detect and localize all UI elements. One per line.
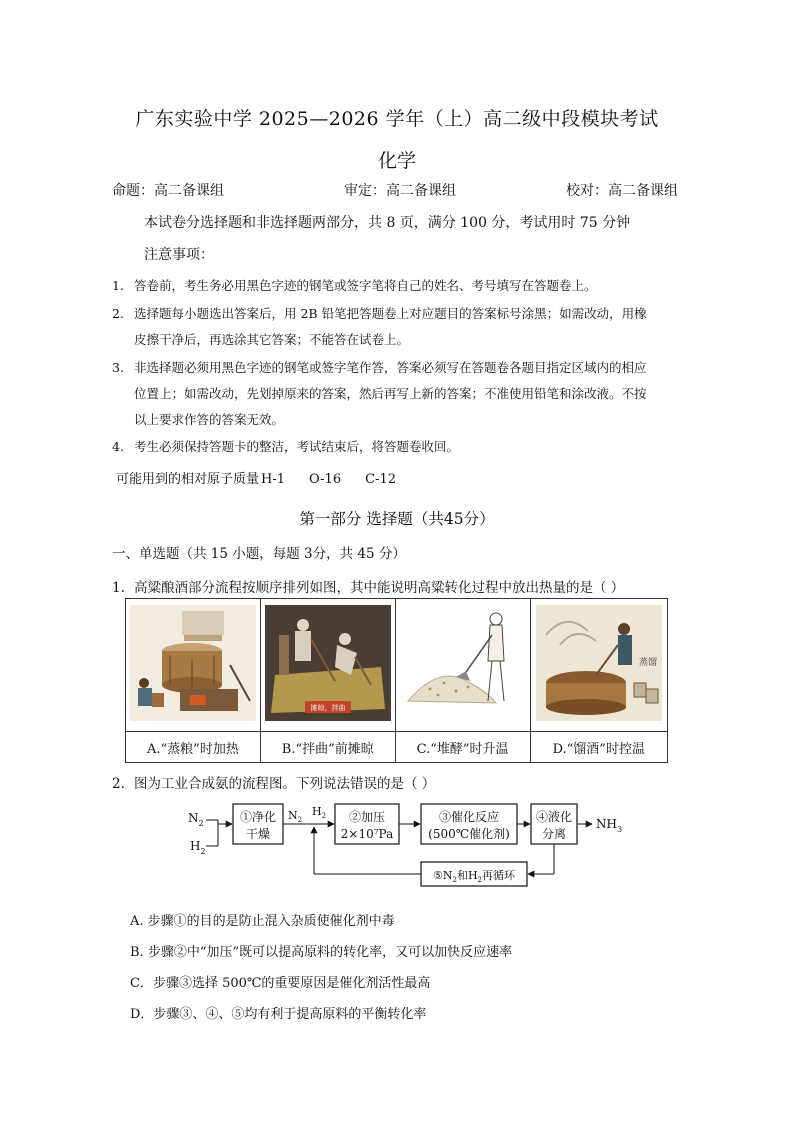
step1-line2: 干燥: [245, 827, 271, 841]
mass-o: O-16: [309, 472, 342, 487]
notice-text: 位置上；如需改动，先划掉原来的答案，然后再写上新的答案；不准使用铅笔和涂改液。不按: [134, 386, 647, 401]
atomic-masses: [116, 468, 420, 487]
question-number: 2.: [112, 776, 125, 792]
subject-title: 化学: [377, 150, 416, 172]
step4-line1: ④液化: [535, 810, 573, 824]
exam-intro: 本试卷分选择题和非选择题两部分，共 8 页，满分 100 分，考试用时 75 分钟: [144, 215, 631, 231]
notice-num: 2.: [112, 306, 124, 321]
notice-text: 以上要求作答的答案无效。: [134, 412, 285, 427]
step4-line2: 分离: [541, 827, 567, 841]
proofreader: 校对：高二备课组: [566, 183, 678, 199]
q1-image-table: [125, 598, 668, 763]
mid-h2: $H_2$: [312, 805, 327, 820]
option-caption-c: C.“堆酵”时升温: [395, 732, 530, 763]
step3-line2: (500℃催化剂): [428, 827, 510, 841]
masses-label: 可能用到的相对原子质量: [116, 472, 260, 487]
ammonia-flow-diagram: [178, 800, 638, 892]
mass-h: H-1: [261, 472, 286, 487]
step2-line1: ②加压: [348, 810, 386, 824]
option-caption-d: D.“馏酒”时控温: [530, 732, 667, 763]
fermenting-pile-illustration: [400, 605, 526, 721]
option-caption-b: B.“拌曲”前摊晾: [260, 732, 395, 763]
question-1-stem: [112, 576, 624, 596]
q2-option-c: C．步骤③选择 500℃的重要原因是催化剂活性最高: [130, 976, 431, 991]
question-text: 高粱酿酒部分流程按顺序排列如图，其中能说明高粱转化过程中放出热量的是（ ）: [134, 580, 625, 596]
notice-text: 选择题每小题选出答案后，用 2B 铅笔把答题卷上对应题目的答案标号涂黑；如需改动，用橡: [134, 306, 647, 321]
notice-text: 答卷前，考生务必用黑色字迹的钢笔或签字笔将自己的姓名、考号填写在答题卷上。: [134, 278, 597, 293]
mass-c: C-12: [365, 472, 396, 487]
notice-title: 注意事项：: [144, 247, 214, 263]
q2-option-d: D．步骤③、④、⑤均有利于提高原料的平衡转化率: [130, 1007, 427, 1022]
notice-item-1: [112, 273, 684, 299]
notice-item-4: [112, 434, 684, 460]
image-label-b: 摊晾，拌曲: [310, 704, 346, 712]
image-cell-b: [260, 599, 395, 732]
question-2-stem: [112, 772, 435, 792]
section-title: 一、单选题（共 15 小题，每题 3分，共 45 分）: [112, 546, 406, 562]
spreading-grain-illustration: [265, 605, 391, 721]
step5-label: $⑤N_2$和$H_2$再循环: [432, 869, 516, 884]
distilling-illustration: [536, 605, 662, 721]
step1-line1: ①净化: [239, 810, 277, 824]
image-cell-c: [395, 599, 530, 732]
q2-option-b: B. 步骤②中“加压”既可以提高原料的转化率，又可以加快反应速率: [130, 945, 513, 960]
notice-text: 考生必须保持答题卡的整洁，考试结束后，将答题卷收回。: [134, 439, 460, 454]
image-cell-d: [530, 599, 667, 732]
exam-title: 广东实验中学 2025—2026 学年（上）高二级中段模块考试: [135, 108, 659, 130]
reviewer: 审定：高二备课组: [344, 183, 456, 199]
input-n2: $N_2$: [188, 811, 204, 828]
steaming-grain-illustration: [130, 605, 256, 721]
notice-num: 3.: [112, 360, 124, 375]
image-label-d: 蒸馏: [638, 658, 657, 668]
mid-n2: $N_2$: [288, 809, 303, 824]
output-nh3: $NH_3$: [596, 817, 623, 834]
question-number: 1.: [112, 580, 125, 596]
option-caption-a: A.“蒸粮”时加热: [126, 732, 261, 763]
image-cell-a: [126, 599, 261, 732]
notice-text: 皮擦干净后，再选涂其它答案；不能答在试卷上。: [134, 332, 410, 347]
notice-num: 1.: [112, 278, 124, 293]
step3-line1: ③催化反应: [438, 810, 500, 824]
proposer: 命题：高二备课组: [112, 183, 224, 199]
question-text: 图为工业合成氨的流程图。下列说法错误的是（ ）: [134, 776, 436, 792]
notice-item-2: [112, 301, 684, 353]
notice-num: 4.: [112, 439, 124, 454]
step2-line2: 2×10⁷Pa: [340, 827, 394, 841]
notice-item-3: [112, 355, 684, 433]
part1-title: 第一部分 选择题（共45分）: [299, 510, 495, 528]
notice-text: 非选择题必须用黑色字迹的钢笔或签字笔作答，答案必须写在答题卷各题目指定区域内的相应: [134, 360, 647, 375]
q2-option-a: A. 步骤①的目的是防止混入杂质使催化剂中毒: [130, 914, 395, 929]
input-h2: $H_2$: [190, 839, 206, 856]
